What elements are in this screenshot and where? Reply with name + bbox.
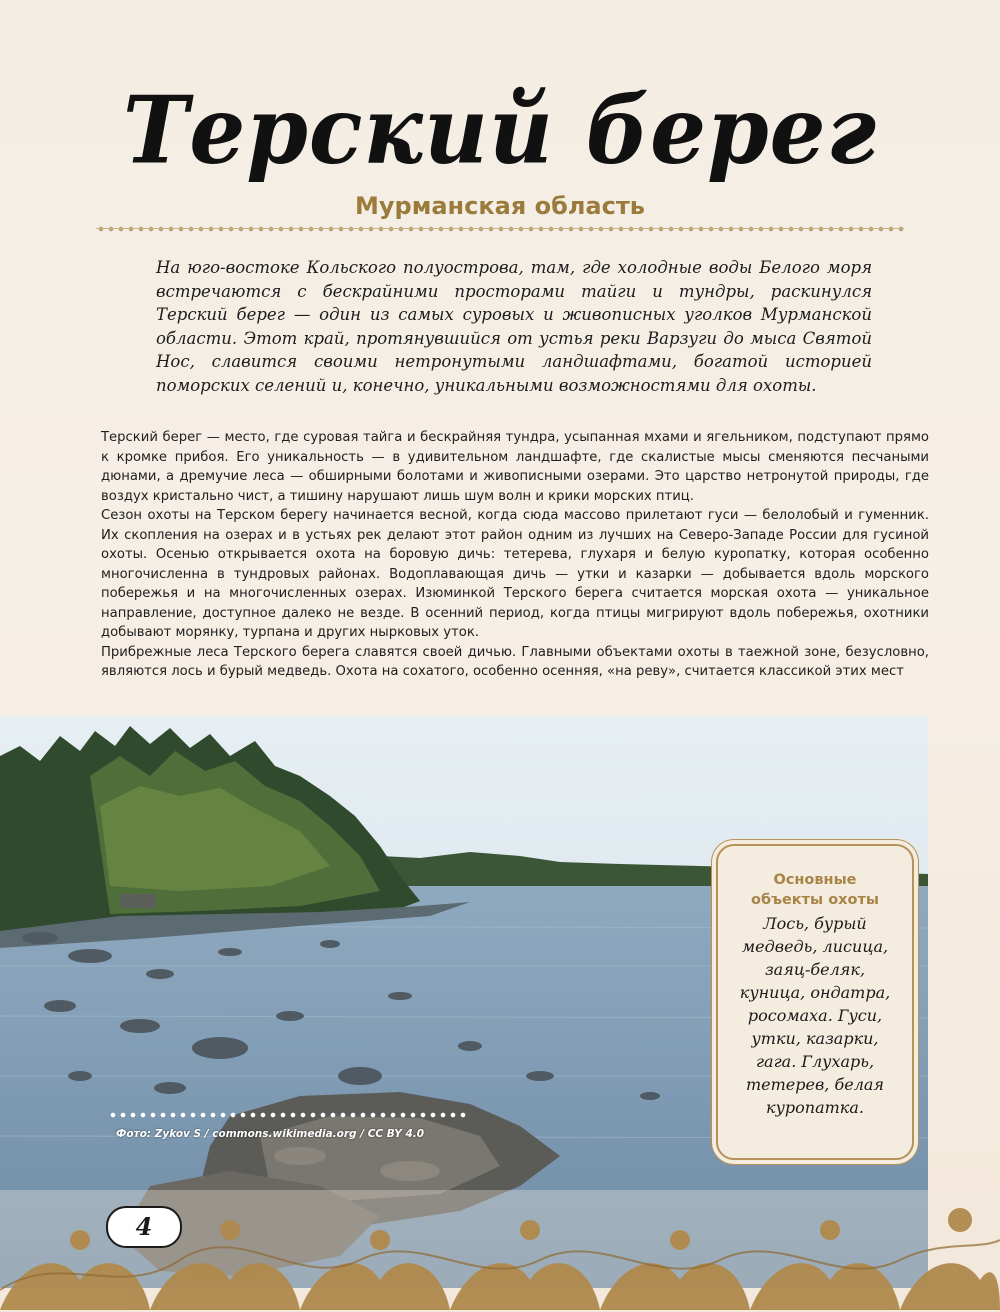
hunting-species-box [716,844,914,1160]
box-text: Лось, бурый медведь, лисица, заяц-беляк, куница, ондатра, росомаха. Гуси, утки, казарки, гага. Глухарь, тетерев, белая куропатка. [739,914,891,1117]
page-subtitle: Мурманская область [355,192,645,220]
box-title: Основные объекты охоты [750,872,879,908]
body-paragraph-3: Прибрежные леса Терского берега славятся своей дичью. Главными объектами охоты в таежной зоне, безусловно, являются лось и бурый медведь. Охота на сохатого, особенно осенняя, «на реву», считается классикой этих мест [101,644,929,679]
page-number: 4 [106,1206,182,1248]
body-paragraph-2: Сезон охоты на Терском берегу начинается весной, когда сюда массово прилетают гуси — белолобый и гуменник. Их скопления на озерах и в устьях рек делают этот район одним из лучших на Северо-Западе России для гусиной охоты. Осенью открывается охота на боровую дичь: тетерева, глухаря и белую куропатку, которая особенно многочисленна в тундровых районах. Водоплавающая дичь — утки и казарки — добывается вдоль морского побережья и на многочисленных озерах. Изюминкой Терского берега считается морская охота — уникальное направление, доступное далеко не везде. В осенний период, когда птицы мигрируют вдоль побережья, охотники добывают морянку, турпана и других нырковых уток. [101,508,929,640]
body-paragraph-1: Терский берег — место, где суровая тайга и бескрайняя тундра, усыпанная мхами и ягельником, подступают прямо к кромке прибоя. Его уникальность — в удивительном ландшафте, где скалистые мысы сменяются песчаными дюнами, а дремучие леса — обширными болотами и живописными озерами. Это царство нетронутой природы, где воздух кристально чист, а тишину нарушают лишь шум волн и крики морских птиц. [101,430,929,504]
page-title: Терский берег [122,75,878,185]
dotted-divider [96,224,904,234]
caption-divider [108,1110,468,1120]
lead-paragraph: На юго-востоке Кольского полуострова, там, где холодные воды Белого моря встречаются с бескрайними просторами тайги и тундры, раскинулся Терский берег — один из самых суровых и живописных уголков Мурманской области. Этот край, протянувшийся от устья реки Варзуги до мыса Святой Нос, славится своими нетронутыми ландшафтами, богатой историей поморских селений и, конечно, уникальными возможностями для охоты. [156,258,872,395]
article-body [101,428,929,682]
photo-caption: Фото: Zykov S / commons.wikimedia.org / CC BY 4.0 [116,1128,425,1140]
